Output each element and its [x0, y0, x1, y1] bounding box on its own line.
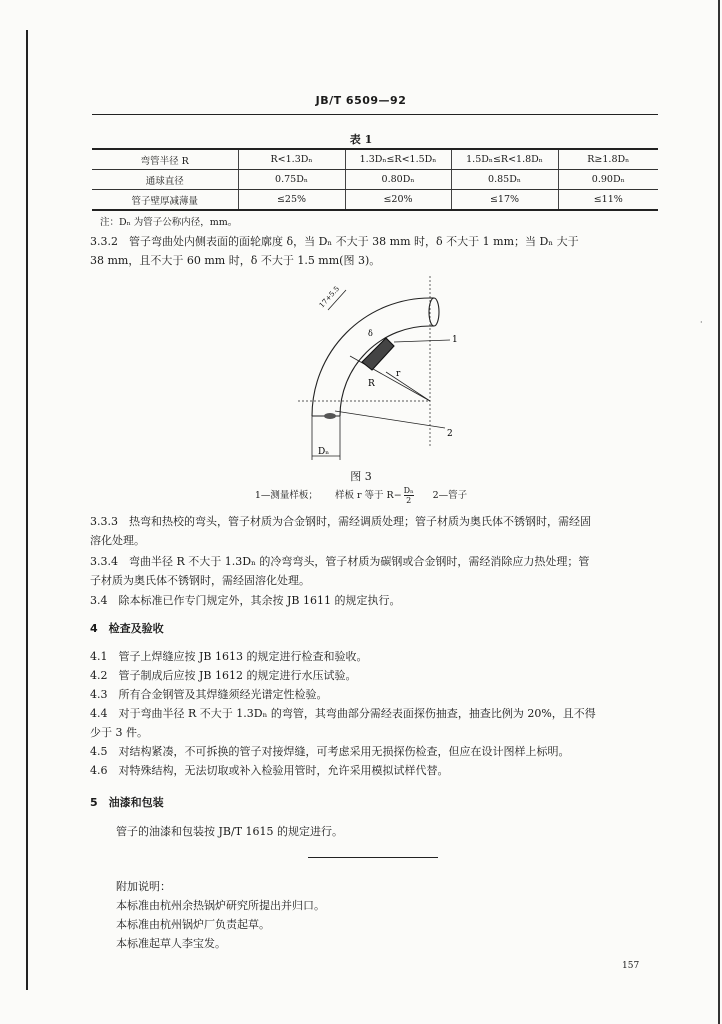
text-line: 38 mm，且不大于 60 mm 时，δ 不大于 1.5 mm(图 3)。	[90, 254, 381, 267]
header-rule	[92, 114, 658, 115]
appendix-line: 本标准由杭州锅炉厂负责起草。	[116, 918, 270, 931]
standard-header: JB/T 6509—92	[315, 94, 407, 107]
section-4-body	[90, 647, 662, 780]
label-delta: δ	[368, 329, 373, 338]
figure-3-drawing	[290, 276, 470, 466]
table-cell: 1.3Dₙ≤R<1.5Dₙ	[345, 149, 451, 170]
list-item: 4.5 对结构紧凑，不可拆换的管子对接焊缝，可考虑采用无损探伤检查，但应在设计图样上标明。	[90, 745, 570, 758]
table-cell: ≤11%	[558, 190, 658, 211]
table-cell: ≤17%	[451, 190, 558, 211]
clause-3-3-3	[90, 512, 662, 550]
section-5-body: 管子的油漆和包装按 JB/T 1615 的规定进行。	[116, 825, 344, 838]
section-5-title: 5 油漆和包装	[90, 796, 164, 809]
list-item: 4.6 对特殊结构，无法切取或补入检验用管时，允许采用模拟试样代替。	[90, 764, 449, 777]
appendix-line: 本标准由杭州余热锅炉研究所提出并归口。	[116, 899, 325, 912]
table-cell: 1.5Dₙ≤R<1.8Dₙ	[451, 149, 558, 170]
table-cell: 0.90Dₙ	[558, 170, 658, 190]
table-cell: 弯管半径 R	[92, 149, 238, 170]
legend-template: 样板 r 等于 R−	[334, 490, 402, 501]
table-row	[92, 190, 658, 211]
list-item: 少于 3 件。	[90, 726, 148, 739]
scan-margin-line-left	[26, 30, 28, 990]
table-title: 表 1	[349, 133, 373, 146]
list-item: 4.4 对于弯曲半径 R 不大于 1.3Dₙ 的弯管，其弯曲部分需经表面探伤抽查，抽查比例为 20%，且不得	[90, 707, 596, 720]
table-cell: 0.80Dₙ	[345, 170, 451, 190]
table-row	[92, 170, 658, 190]
legend-fraction-den: 2	[406, 496, 412, 505]
clause-3-4: 3.4 除本标准已作专门规定外，其余按 JB 1611 的规定执行。	[90, 594, 401, 607]
table-row	[92, 149, 658, 170]
legend-item-1: 1—测量样板；	[254, 490, 318, 501]
label-2: 2	[447, 429, 453, 439]
clause-3-3-2	[90, 232, 662, 270]
label-r-small: r	[396, 369, 401, 379]
page-number: 157	[622, 961, 640, 971]
legend-fraction-num: Dₙ	[403, 486, 414, 495]
label-1: 1	[452, 335, 458, 345]
text-line: 溶化处理。	[90, 534, 145, 547]
list-item: 4.2 管子制成后应按 JB 1612 的规定进行水压试验。	[90, 669, 357, 682]
scan-margin-line-right	[718, 0, 720, 1024]
table-cell: ≤25%	[238, 190, 345, 211]
list-item: 4.1 管子上焊缝应按 JB 1613 的规定进行检查和验收。	[90, 650, 368, 663]
end-rule	[308, 857, 438, 858]
clause-3-3-4	[90, 552, 662, 590]
table-cell: 0.75Dₙ	[238, 170, 345, 190]
table-note: 注：Dₙ 为管子公称内径，mm。	[100, 217, 238, 228]
list-item: 4.3 所有合金钢管及其焊缝须经光谱定性检验。	[90, 688, 328, 701]
appendix	[116, 877, 688, 953]
appendix-title: 附加说明：	[116, 880, 171, 893]
label-dn: Dₙ	[318, 447, 330, 457]
label-r-big: R	[368, 379, 375, 389]
table-cell: 0.85Dₙ	[451, 170, 558, 190]
scan-mark: ·	[700, 318, 703, 327]
text-line: 子材质为奥氏体不锈钢时，需经固溶化处理。	[90, 574, 310, 587]
bend-table	[92, 148, 658, 211]
table-cell: 通球直径	[92, 170, 238, 190]
label-top-dim: 17+5.5	[317, 284, 342, 310]
table-cell: 管子壁厚减薄量	[92, 190, 238, 211]
table-cell: ≤20%	[345, 190, 451, 211]
text-line: 3.3.3 热弯和热校的弯头，管子材质为合金钢时，需经调质处理；管子材质为奥氏体不锈钢时，需经固	[90, 515, 591, 528]
text-line: 3.3.4 弯曲半径 R 不大于 1.3Dₙ 的冷弯弯头，管子材质为碳钢或合金钢时，需经消除应力热处理；管	[90, 555, 590, 568]
appendix-line: 本标准起草人李宝发。	[116, 937, 226, 950]
text-line: 3.3.2 管子弯曲处内侧表面的面轮廓度 δ，当 Dₙ 不大于 38 mm 时，δ 不大于 1 mm；当 Dₙ 大于	[90, 235, 579, 248]
table-cell: R≥1.8Dₙ	[558, 149, 658, 170]
legend-item-2: 2—管子	[432, 490, 468, 501]
section-4-title: 4 检查及验收	[90, 622, 164, 635]
table-cell: R<1.3Dₙ	[238, 149, 345, 170]
figure-caption: 图 3	[350, 470, 372, 483]
figure-legend	[0, 486, 722, 505]
